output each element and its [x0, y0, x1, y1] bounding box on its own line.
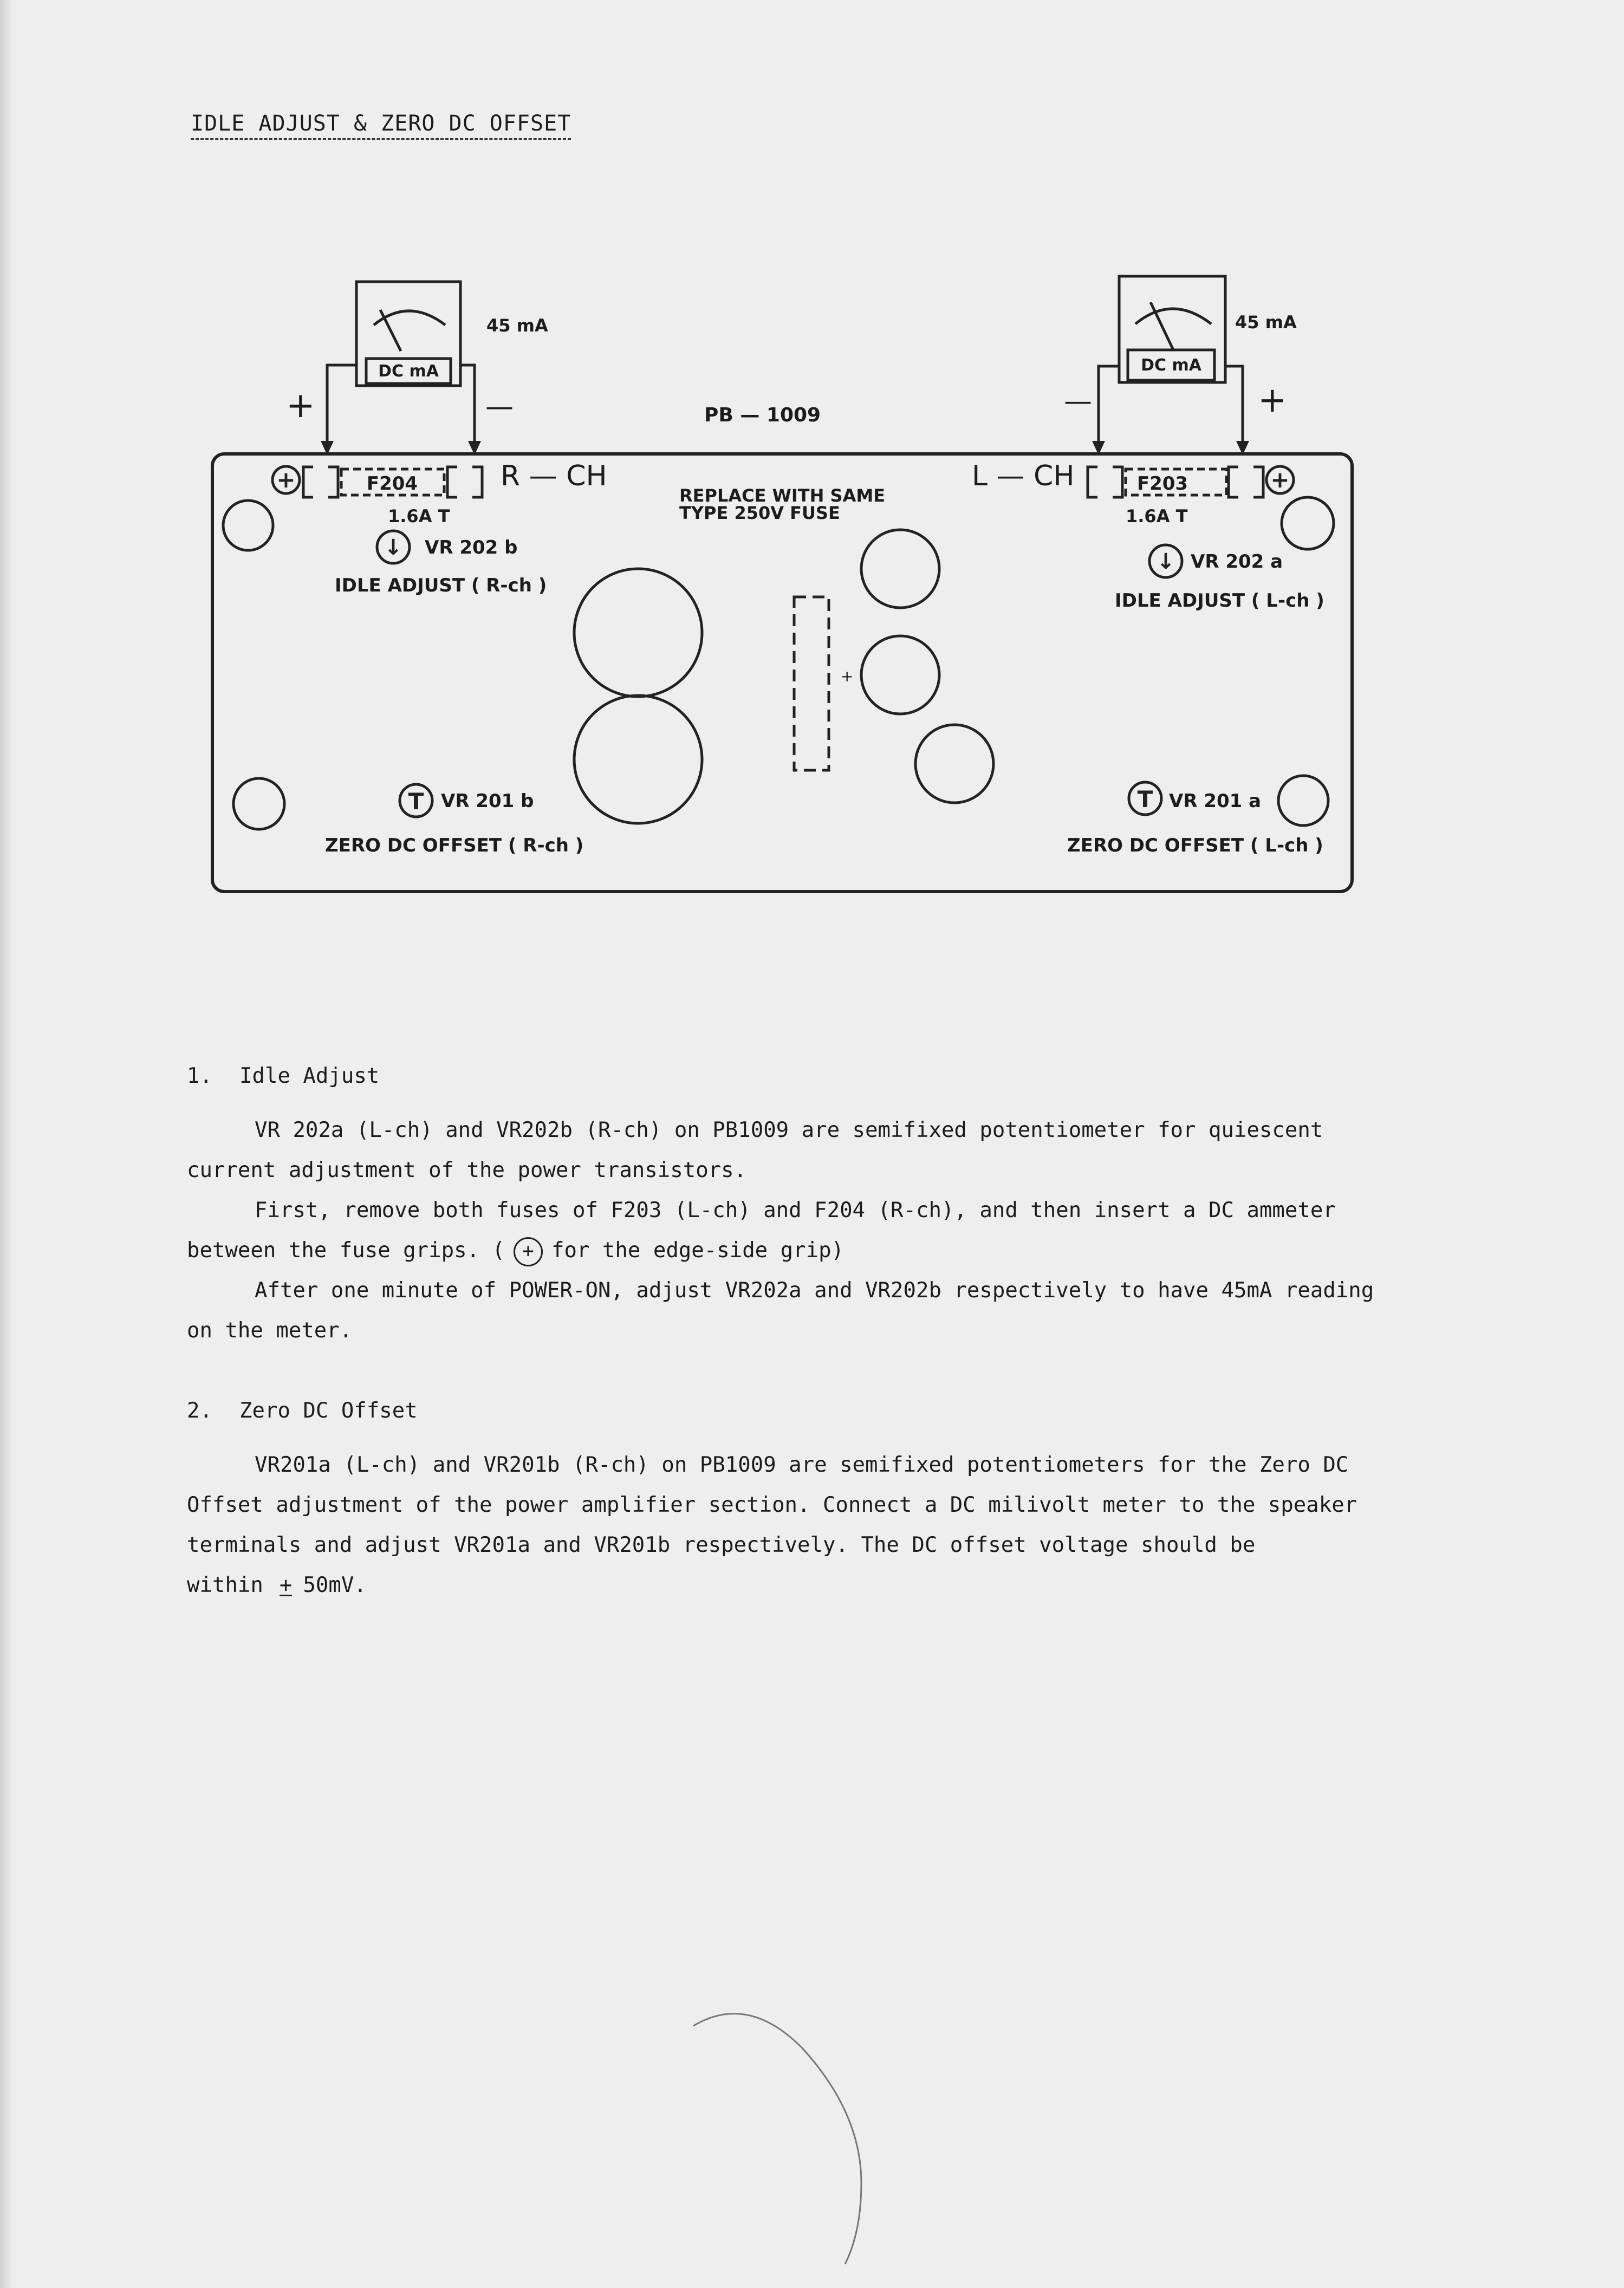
r-ch-meter-label: DC mA [378, 362, 439, 381]
section1-heading [187, 1056, 1454, 1096]
section1-para3 [187, 1271, 1454, 1351]
large-capacitor-upper [574, 569, 702, 697]
r-ch-offset-caption: ZERO DC OFFSET ( R-ch ) [325, 835, 584, 856]
plus-minus-symbol: + [279, 1573, 293, 1597]
capacitor-c2 [861, 636, 939, 714]
f203-fuse-label: F203 [1136, 473, 1188, 495]
section1-para2 [187, 1191, 1454, 1271]
section1-para2-line2b: for the edge-side grip) [551, 1238, 845, 1263]
mount-hole-bottom-left [233, 778, 284, 829]
vr201a-label: VR 201 a [1169, 790, 1262, 812]
section1-para1 [187, 1110, 1454, 1191]
l-ch-terminal-plus-icon: + [1270, 466, 1290, 493]
adjustment-diagram [0, 0, 1624, 921]
l-ch-plus-sign: + [1258, 380, 1287, 420]
fuse-note-line2: TYPE 250V FUSE [679, 503, 840, 523]
capacitor-c1 [861, 530, 939, 608]
section1-para3-line2: on the meter. [187, 1318, 353, 1343]
vr202a-adjust-icon: ↓ [1157, 549, 1175, 574]
section1-para2-line1: First, remove both fuses of F203 (L-ch) and F204 (R-ch), and then insert a DC ammeter [255, 1198, 1336, 1223]
l-ch-offset-caption: ZERO DC OFFSET ( L-ch ) [1067, 835, 1323, 856]
l-ch-meter-label: DC mA [1141, 356, 1201, 375]
r-ch-meter-reading: 45 mA [486, 315, 548, 336]
section1-para1-line2: current adjustment of the power transistors. [187, 1158, 747, 1182]
vr202b-adjust-icon: ↓ [384, 535, 402, 560]
section1-para3-line1: After one minute of POWER-ON, adjust VR202a and VR202b respectively to have 45mA reading [255, 1278, 1374, 1303]
section2-line2: Offset adjustment of the power amplifier section. Connect a DC milivolt meter to the speaker [187, 1493, 1357, 1517]
r-ch-channel-label: R — CH [501, 460, 607, 492]
edge-grip-plus-icon: + [514, 1237, 543, 1266]
r-ch-plus-lead [327, 365, 356, 445]
l-ch-plus-lead [1225, 366, 1243, 445]
vr201b-label: VR 201 b [441, 790, 534, 812]
capacitor-c3 [915, 725, 993, 803]
vr201b-adjust-icon: T [408, 788, 424, 815]
r-ch-plus-sign: + [286, 386, 315, 426]
section2-heading [187, 1391, 1454, 1431]
f203-rating: 1.6A T [1126, 506, 1188, 526]
r-ch-minus-sign: — [485, 391, 514, 423]
section2-number: 2. [187, 1399, 212, 1423]
f204-rating: 1.6A T [388, 506, 450, 526]
board-label: PB — 1009 [704, 404, 821, 426]
section1-title: Idle Adjust [239, 1064, 380, 1088]
section1-number: 1. [187, 1064, 212, 1088]
l-ch-meter-scale [1135, 309, 1211, 324]
section1-para1-line1: VR 202a (L-ch) and VR202b (R-ch) on PB1009 are semifixed potentiometer for quiescent [255, 1118, 1323, 1142]
f204-fuse-label: F204 [366, 473, 418, 495]
l-ch-idle-caption: IDLE ADJUST ( L-ch ) [1115, 590, 1324, 612]
pencil-mark [683, 2004, 899, 2275]
section2-line3: terminals and adjust VR201a and VR201b respectively. The DC offset voltage should be [187, 1533, 1256, 1557]
l-ch-minus-lead [1099, 366, 1119, 445]
large-capacitor-lower [574, 696, 702, 823]
section1-para2-line2a: between the fuse grips. ( [187, 1238, 505, 1263]
section2-line4b: 50mV. [303, 1573, 367, 1597]
mount-hole-top-left [223, 500, 273, 550]
mount-hole-top-right [1282, 497, 1334, 549]
l-ch-minus-sign: — [1064, 385, 1092, 418]
r-ch-idle-caption: IDLE ADJUST ( R-ch ) [335, 575, 547, 596]
vr201a-adjust-icon: T [1137, 786, 1153, 812]
dashed-component [794, 597, 829, 770]
l-ch-meter-reading: 45 mA [1235, 312, 1297, 333]
mount-hole-bottom-right [1278, 776, 1328, 826]
vr202a-label: VR 202 a [1191, 551, 1283, 573]
capacitor-polarity: + [841, 667, 854, 685]
section2-title: Zero DC Offset [239, 1399, 418, 1423]
section2-paragraph [187, 1445, 1454, 1606]
page-title: IDLE ADJUST & ZERO DC OFFSET [191, 111, 571, 140]
r-ch-minus-lead [460, 365, 475, 445]
fuse-note-line1: REPLACE WITH SAME [679, 485, 886, 506]
vr202b-label: VR 202 b [425, 537, 518, 558]
r-ch-terminal-plus-icon: + [276, 466, 296, 493]
section2-line4a: within [187, 1573, 263, 1597]
section2-line1: VR201a (L-ch) and VR201b (R-ch) on PB1009 are semifixed potentiometers for the Zero DC [255, 1453, 1349, 1477]
l-ch-channel-label: L — CH [972, 460, 1075, 492]
